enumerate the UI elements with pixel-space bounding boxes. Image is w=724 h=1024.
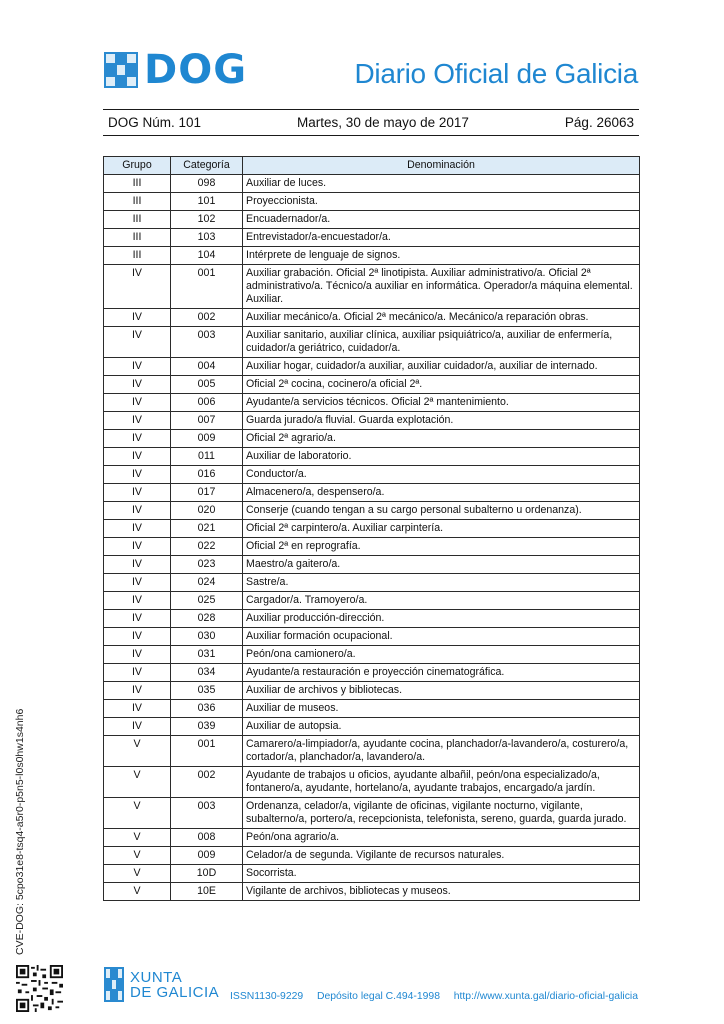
grupo-cell: IV [104, 592, 171, 610]
grupo-cell: V [104, 883, 171, 901]
cve-code-container [14, 655, 30, 955]
denominacion-cell: Auxiliar hogar, cuidador/a auxiliar, auxiliar cuidador/a, auxiliar de internado. [243, 358, 640, 376]
issue-number: DOG Núm. 101 [108, 115, 202, 130]
table-row [104, 327, 640, 358]
table-row [104, 376, 640, 394]
table-row [104, 847, 640, 865]
table-row [104, 394, 640, 412]
denominacion-cell: Ayudante/a restauración e proyección cinematográfica. [243, 664, 640, 682]
grupo-cell: IV [104, 484, 171, 502]
header-denominacion: Denominación [243, 157, 640, 175]
table-row [104, 484, 640, 502]
header-rule-top [103, 109, 639, 110]
dog-logo-text: DOG [144, 47, 248, 93]
header-rule-bottom [103, 135, 639, 136]
table-row [104, 883, 640, 901]
grupo-cell: IV [104, 309, 171, 327]
categoria-cell: 034 [171, 664, 243, 682]
categoria-cell: 023 [171, 556, 243, 574]
categoria-cell: 017 [171, 484, 243, 502]
grupo-cell: III [104, 229, 171, 247]
denominacion-cell: Oficial 2ª agrario/a. [243, 430, 640, 448]
grupo-cell: IV [104, 358, 171, 376]
denominacion-cell: Auxiliar de museos. [243, 700, 640, 718]
denominacion-cell: Almacenero/a, despensero/a. [243, 484, 640, 502]
grupo-cell: IV [104, 574, 171, 592]
denominacion-cell: Conductor/a. [243, 466, 640, 484]
grupo-cell: IV [104, 628, 171, 646]
categoria-cell: 104 [171, 247, 243, 265]
table-row [104, 175, 640, 193]
table-body [104, 175, 640, 901]
grupo-cell: IV [104, 700, 171, 718]
grupo-cell: IV [104, 412, 171, 430]
denominacion-cell: Auxiliar de luces. [243, 175, 640, 193]
categoria-cell: 007 [171, 412, 243, 430]
grupo-cell: V [104, 829, 171, 847]
denominacion-cell: Peón/ona camionero/a. [243, 646, 640, 664]
grupo-cell: IV [104, 556, 171, 574]
grupo-cell: V [104, 865, 171, 883]
table-row [104, 265, 640, 309]
xunta-shield-icon [104, 967, 124, 1002]
grupo-cell: III [104, 193, 171, 211]
header-categoria: Categoría [171, 157, 243, 175]
grupo-cell: IV [104, 538, 171, 556]
table-row [104, 628, 640, 646]
grupo-cell: V [104, 798, 171, 829]
table-row [104, 229, 640, 247]
table-row [104, 610, 640, 628]
categoria-cell: 006 [171, 394, 243, 412]
table-row [104, 556, 640, 574]
grupo-cell: III [104, 247, 171, 265]
grupo-cell: IV [104, 466, 171, 484]
denominacion-cell: Ordenanza, celador/a, vigilante de oficinas, vigilante nocturno, vigilante, subalterno/a, portero/a, recepcionista, telefonista, sereno, guarda, guarda jurado. [243, 798, 640, 829]
denominacion-cell: Sastre/a. [243, 574, 640, 592]
table-row [104, 700, 640, 718]
denominacion-cell: Auxiliar de autopsia. [243, 718, 640, 736]
categoria-cell: 024 [171, 574, 243, 592]
legal-deposit: Depósito legal C.494-1998 [316, 991, 440, 1002]
table-row [104, 664, 640, 682]
categoria-cell: 035 [171, 682, 243, 700]
table-row [104, 247, 640, 265]
categoria-cell: 003 [171, 798, 243, 829]
categoria-cell: 005 [171, 376, 243, 394]
denominacion-cell: Oficial 2ª cocina, cocinero/a oficial 2ª. [243, 376, 640, 394]
denominacion-cell: Auxiliar formación ocupacional. [243, 628, 640, 646]
galicia-shield-icon [104, 52, 138, 88]
qr-code-icon [16, 965, 63, 1012]
categoria-cell: 031 [171, 646, 243, 664]
categoria-cell: 003 [171, 327, 243, 358]
xunta-logo [104, 967, 219, 1002]
table-row [104, 592, 640, 610]
grupo-cell: IV [104, 502, 171, 520]
denominacion-cell: Cargador/a. Tramoyero/a. [243, 592, 640, 610]
cve-code: CVE-DOG: 5cpo31e8-tsq4-a5r0-p5n5-l0s0hw1s4nh6 [14, 708, 26, 955]
table-row [104, 736, 640, 767]
denominacion-cell: Ayudante/a servicios técnicos. Oficial 2ª mantenimiento. [243, 394, 640, 412]
categoria-cell: 10D [171, 865, 243, 883]
xunta-logo-text [130, 970, 219, 1000]
categoria-cell: 030 [171, 628, 243, 646]
footer-info [230, 991, 638, 1002]
categoria-cell: 103 [171, 229, 243, 247]
table-row [104, 538, 640, 556]
category-table [103, 156, 640, 901]
xunta-logo-line1: XUNTA [130, 968, 183, 986]
denominacion-cell: Auxiliar de archivos y bibliotecas. [243, 682, 640, 700]
denominacion-cell: Peón/ona agrario/a. [243, 829, 640, 847]
denominacion-cell: Maestro/a gaitero/a. [243, 556, 640, 574]
table-row [104, 798, 640, 829]
grupo-cell: V [104, 767, 171, 798]
denominacion-cell: Auxiliar grabación. Oficial 2ª linotipista. Auxiliar administrativo/a. Oficial 2ª administrativo/a. Técnico/a auxiliar en informática. Operador/a máquina elemental. Auxiliar. [243, 265, 640, 309]
table-row [104, 358, 640, 376]
table-row [104, 309, 640, 327]
page-number: Pág. 26063 [564, 115, 634, 130]
table-row [104, 682, 640, 700]
denominacion-cell: Encuadernador/a. [243, 211, 640, 229]
categoria-cell: 009 [171, 430, 243, 448]
grupo-cell: IV [104, 646, 171, 664]
denominacion-cell: Oficial 2ª en reprografía. [243, 538, 640, 556]
denominacion-cell: Ayudante de trabajos u oficios, ayudante albañil, peón/ona especializado/a, fontanero/a, ayudante, hortelano/a, ayudante trabajos, encargado/a jardín. [243, 767, 640, 798]
denominacion-cell: Guarda jurado/a fluvial. Guarda explotación. [243, 412, 640, 430]
denominacion-cell: Oficial 2ª carpintero/a. Auxiliar carpintería. [243, 520, 640, 538]
dog-logo [104, 47, 248, 93]
categoria-cell: 101 [171, 193, 243, 211]
grupo-cell: IV [104, 682, 171, 700]
grupo-cell: IV [104, 327, 171, 358]
table-row [104, 829, 640, 847]
grupo-cell: IV [104, 448, 171, 466]
grupo-cell: IV [104, 718, 171, 736]
table-row [104, 412, 640, 430]
issue-date: Martes, 30 de mayo de 2017 [297, 115, 469, 130]
grupo-cell: IV [104, 394, 171, 412]
table-header-row [104, 157, 640, 175]
denominacion-cell: Socorrista. [243, 865, 640, 883]
categoria-cell: 002 [171, 309, 243, 327]
denominacion-cell: Auxiliar de laboratorio. [243, 448, 640, 466]
table-row [104, 502, 640, 520]
denominacion-cell: Entrevistador/a-encuestador/a. [243, 229, 640, 247]
categoria-cell: 10E [171, 883, 243, 901]
denominacion-cell: Proyeccionista. [243, 193, 640, 211]
table-row [104, 718, 640, 736]
categoria-cell: 002 [171, 767, 243, 798]
categoria-cell: 025 [171, 592, 243, 610]
grupo-cell: IV [104, 376, 171, 394]
grupo-cell: IV [104, 610, 171, 628]
grupo-cell: V [104, 847, 171, 865]
table-row [104, 430, 640, 448]
xunta-logo-line2: DE GALICIA [130, 983, 220, 1001]
denominacion-cell: Vigilante de archivos, bibliotecas y museos. [243, 883, 640, 901]
grupo-cell: III [104, 175, 171, 193]
categoria-cell: 022 [171, 538, 243, 556]
table-row [104, 466, 640, 484]
categoria-cell: 021 [171, 520, 243, 538]
journal-title: Diario Oficial de Galicia [354, 58, 638, 89]
categoria-cell: 098 [171, 175, 243, 193]
table-row [104, 211, 640, 229]
table-row [104, 520, 640, 538]
table-row [104, 865, 640, 883]
categoria-cell: 036 [171, 700, 243, 718]
denominacion-cell: Auxiliar mecánico/a. Oficial 2ª mecánico/a. Mecánico/a reparación obras. [243, 309, 640, 327]
categoria-cell: 008 [171, 829, 243, 847]
categoria-cell: 001 [171, 265, 243, 309]
denominacion-cell: Auxiliar sanitario, auxiliar clínica, auxiliar psiquiátrico/a, auxiliar de enfermería, cuidador/a geriátrico, cuidador/a. [243, 327, 640, 358]
categoria-cell: 039 [171, 718, 243, 736]
categoria-cell: 016 [171, 466, 243, 484]
table-row [104, 193, 640, 211]
table-row [104, 767, 640, 798]
grupo-cell: IV [104, 265, 171, 309]
table-row [104, 574, 640, 592]
categoria-cell: 102 [171, 211, 243, 229]
categoria-cell: 020 [171, 502, 243, 520]
denominacion-cell: Conserje (cuando tengan a su cargo personal subalterno u ordenanza). [243, 502, 640, 520]
issn: ISSN1130-9229 [230, 991, 304, 1002]
categoria-cell: 028 [171, 610, 243, 628]
denominacion-cell: Intérprete de lenguaje de signos. [243, 247, 640, 265]
denominacion-cell: Auxiliar producción-dirección. [243, 610, 640, 628]
issue-info-line [108, 115, 634, 130]
categoria-cell: 011 [171, 448, 243, 466]
denominacion-cell: Camarero/a-limpiador/a, ayudante cocina, planchador/a-lavandero/a, costurero/a, cortador/a, planchador/a, lavandero/a. [243, 736, 640, 767]
grupo-cell: V [104, 736, 171, 767]
denominacion-cell: Celador/a de segunda. Vigilante de recursos naturales. [243, 847, 640, 865]
header-grupo: Grupo [104, 157, 171, 175]
grupo-cell: IV [104, 430, 171, 448]
grupo-cell: IV [104, 664, 171, 682]
categoria-cell: 001 [171, 736, 243, 767]
grupo-cell: III [104, 211, 171, 229]
table-row [104, 448, 640, 466]
footer-url[interactable]: http://www.xunta.gal/diario-oficial-galicia [453, 991, 638, 1002]
categoria-cell: 004 [171, 358, 243, 376]
table-row [104, 646, 640, 664]
grupo-cell: IV [104, 520, 171, 538]
categoria-cell: 009 [171, 847, 243, 865]
